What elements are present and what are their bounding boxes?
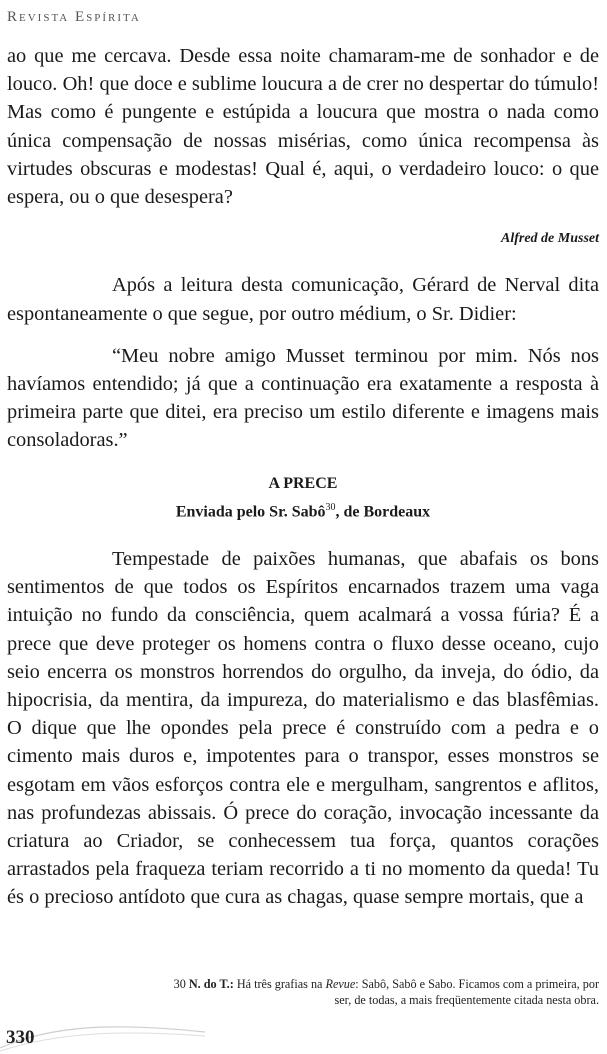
page-number: 330 — [6, 1027, 35, 1048]
signature: Alfred de Musset — [501, 231, 599, 247]
section-subtitle — [7, 495, 599, 525]
footnote-number: 30 — [173, 977, 186, 991]
running-header: Revista Espírita — [7, 9, 141, 25]
page-body — [7, 42, 599, 912]
paragraph-3: “Meu nobre amigo Musset terminou por mim. Nós nos havíamos entendido; já que a continuação era exatamente a resposta à primeira parte que ditei, era preciso um estilo diferente e imagens mais consoladoras.” — [7, 344, 599, 452]
footnote-marker[interactable]: 30 — [325, 501, 336, 513]
subtitle-text: Enviada pelo Sr. Sabô — [175, 502, 326, 520]
paragraph-1: ao que me cercava. Desde essa noite chamaram-me de sonhador e de louco. Oh! que doce e sublime loucura a de crer no despertar do túmulo! Mas como é pungente e estúpida a loucura que mostra o nada como única compensação de nossas misérias, como única recompensa às virtudes obscuras e modestas! Qual é, aqui, o verdadeiro louco: o que espera, ou o que desespera? — [7, 45, 599, 209]
footnote-text-rest: : Sabô, Sabô e Sabo. Ficamos com a primeira, por ser, de todas, a mais freqüentemente citada nesta obra. — [334, 977, 599, 1007]
paragraph-2: Após a leitura desta comunicação, Gérard de Nerval dita espontaneamente o que segue, por outro médium, o Sr. Didier: — [7, 274, 599, 325]
footnote-label: N. do T.: — [188, 977, 234, 991]
paragraph-4: Tempestade de paixões humanas, que abafais os bons sentimentos de que todos os Espíritos encarnados trazem uma vaga intuição no fundo da consciência, quem acalmará a vossa fúria? É a prece que deve proteger os homens contra o fluxo desse oceano, cujo seio encerra os monstros horrendos do orgulho, da inveja, do ódio, da hipocrisia, da mentira, da impureza, do materialismo e das blasfêmias. O dique que lhe opondes pela prece é construído com a pedra e o cimento mais duros e, impotentes para o transpor, esses monstros se esgotam em vãos esforços contra ele e mergulham, sangrentos e aflitos, nas profundezas abissais. Ó prece do coração, invocação incessante da criatura ao Criador, se conhecessem tua força, quantos corações arrastados pela fraqueza teriam recorrido a ti no momento da queda! Tu és o precioso antídoto que cura as chagas, quase sempre mortais, que a — [7, 547, 599, 909]
subtitle-location: , de Bordeaux — [335, 502, 431, 520]
footnote-text: Há três grafias na — [233, 977, 326, 991]
footnote — [159, 976, 599, 1008]
footnote-journal: Revue — [325, 977, 356, 991]
section-title: A PRECE — [268, 474, 338, 492]
